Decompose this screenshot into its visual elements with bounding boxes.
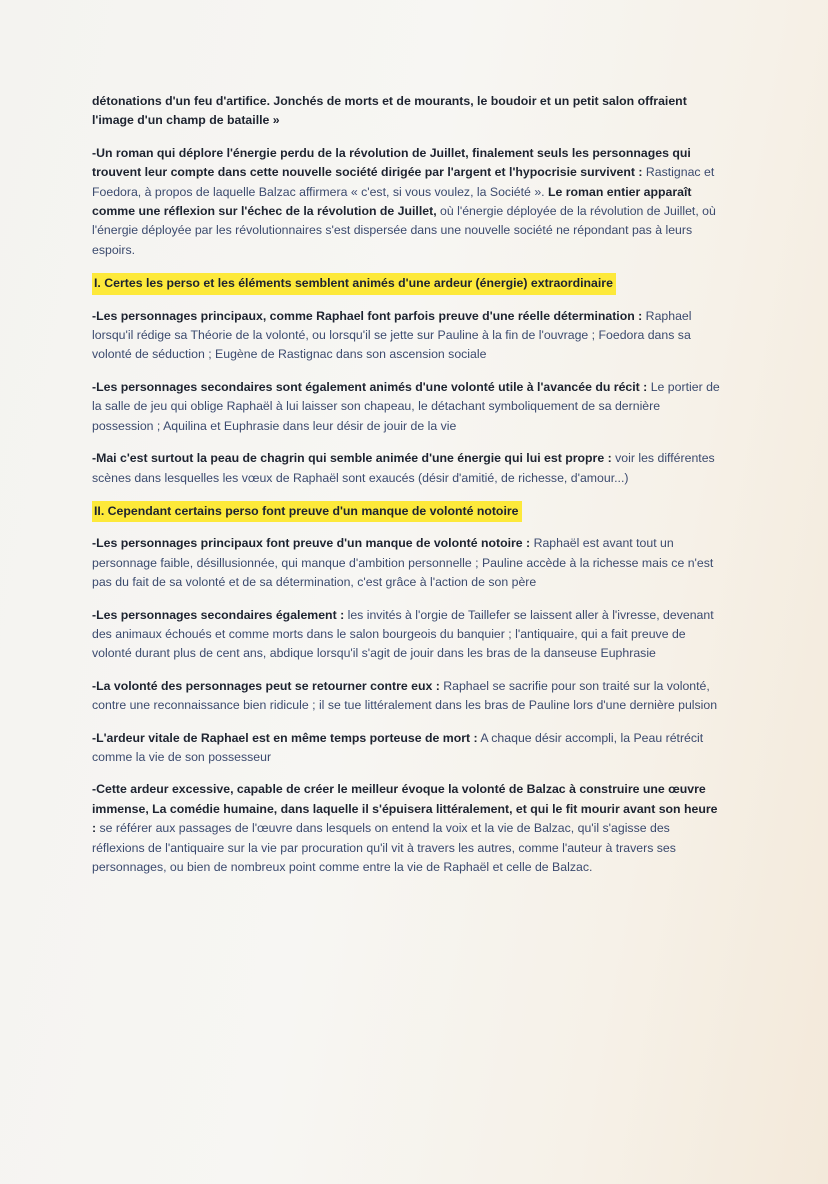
paragraph-balzac-will [92, 780, 724, 877]
paragraph-main-characters-lack-of-will [92, 534, 724, 592]
paragraph-text: Le portier de la salle de jeu qui oblige Raphaël à lui laisser son chapeau, le détachant symboliquement de sa dernière possession ; Aquilina et Euphrasie dans leur désir de jouir de la vie [92, 379, 720, 433]
paragraph-lead: -L'ardeur vitale de Raphael est en même temps porteuse de mort : [92, 730, 478, 745]
paragraph-lead: -Mai c'est surtout la peau de chagrin qui semble animée d'une énergie qui lui est propre : [92, 451, 612, 466]
paragraph-lead: -Les personnages principaux font preuve d'un manque de volonté notoire : [92, 536, 531, 551]
paragraph-revolution-lead: -Un roman qui déplore l'énergie perdu de la révolution de Juillet, finalement seuls les personnages qui trouvent leur compte dans cette nouvelle société dirigée par l'argent et l'hypocrisie survivent : [92, 145, 691, 180]
paragraph-revolution-text-2: où l'énergie déployée de la révolution de Juillet, où l'énergie déployée par les révolutionnaires s'est dispersée dans une nouvelle société ne répondant pas à leurs espoirs. [92, 204, 716, 257]
paragraph-vital-ardor [92, 729, 724, 768]
paragraph-will-turns-against [92, 677, 724, 716]
paragraph-lead: -La volonté des personnages peut se retourner contre eux : [92, 678, 440, 693]
paragraph-text: se référer aux passages de l'œuvre dans lesquels on entend la voix et la vie de Balzac, qu'il s'agisse des réflexions de l'antiquaire sur la vie par procuration qu'il vit à travers les autres, comme l'auteur à travers ses personnages, ou bien de nombreux point comme entre la vie de Raphaël et celle de Balzac. [92, 821, 676, 874]
intro-quote-paragraph [92, 92, 724, 131]
paragraph-peau-de-chagrin [92, 449, 724, 488]
section-heading-1: I. Certes les perso et les éléments semblent animés d'une ardeur (énergie) extraordinaire [92, 273, 616, 294]
paragraph-lead: -Cette ardeur excessive, capable de créer le meilleur évoque la volonté de Balzac à construire une œuvre immense, La comédie humaine, dans laquelle il s'épuisera littéralement, et qui le fit mourir avant son heure : [92, 782, 718, 836]
paragraph-main-characters-determination [92, 307, 724, 365]
paragraph-secondary-characters-also [92, 606, 724, 664]
document-body [92, 92, 724, 890]
paragraph-lead: -Les personnages secondaires également : [92, 607, 345, 622]
paragraph-text: les invités à l'orgie de Taillefer se laissent aller à l'ivresse, devenant des animaux échoués et comme morts dans le salon bourgeois du banquier ; l'antiquaire, qui a fait preuve de volonté durant plus de cent ans, abdique lorsqu'il s'agit de jouir dans les bras de la danseuse Euphrasie [92, 607, 714, 661]
paragraph-lead: -Les personnages principaux, comme Raphael font parfois preuve d'une réelle détermination : [92, 308, 643, 323]
paragraph-secondary-characters-will [92, 378, 724, 436]
intro-quote-text: détonations d'un feu d'artifice. Jonchés de morts et de mourants, le boudoir et un petit salon offraient l'image d'un champ de bataille » [92, 94, 687, 128]
paragraph-revolution [92, 144, 724, 260]
paragraph-text: Raphael lorsqu'il rédige sa Théorie de la volonté, ou lorsqu'il se jette sur Pauline à la fin de l'ouvrage ; Foedora dans sa volonté de séduction ; Eugène de Rastignac dans son ascension sociale [92, 308, 692, 362]
paragraph-text: A chaque désir accompli, la Peau rétrécit comme la vie de son possesseur [92, 730, 704, 764]
section-heading-2: II. Cependant certains perso font preuve d'un manque de volonté notoire [92, 501, 522, 522]
paragraph-revolution-lead-2: Le roman entier apparaît comme une réflexion sur l'échec de la révolution de Juillet, [92, 184, 692, 219]
paragraph-lead: -Les personnages secondaires sont également animés d'une volonté utile à l'avancée du récit : [92, 379, 648, 394]
paragraph-revolution-text: Rastignac et Foedora, à propos de laquelle Balzac affirmera « c'est, si vous voulez, la Société ». [92, 165, 715, 199]
paragraph-text: Raphaël est avant tout un personnage faible, désillusionnée, qui manque d'ambition personnelle ; Pauline accède à la richesse mais ce n'est pas du fait de sa volonté et de sa détermination, c'est grâce à l'action de son père [92, 536, 714, 590]
paragraph-text: Raphael se sacrifie pour son traité sur la volonté, contre une reconnaissance bien ridicule ; il se tue littéralement dans les bras de Pauline lors d'une dernière pulsion [92, 678, 718, 713]
paragraph-text: voir les différentes scènes dans lesquelles les vœux de Raphaël sont exaucés (désir d'amitié, de richesse, d'amour...) [92, 451, 715, 485]
